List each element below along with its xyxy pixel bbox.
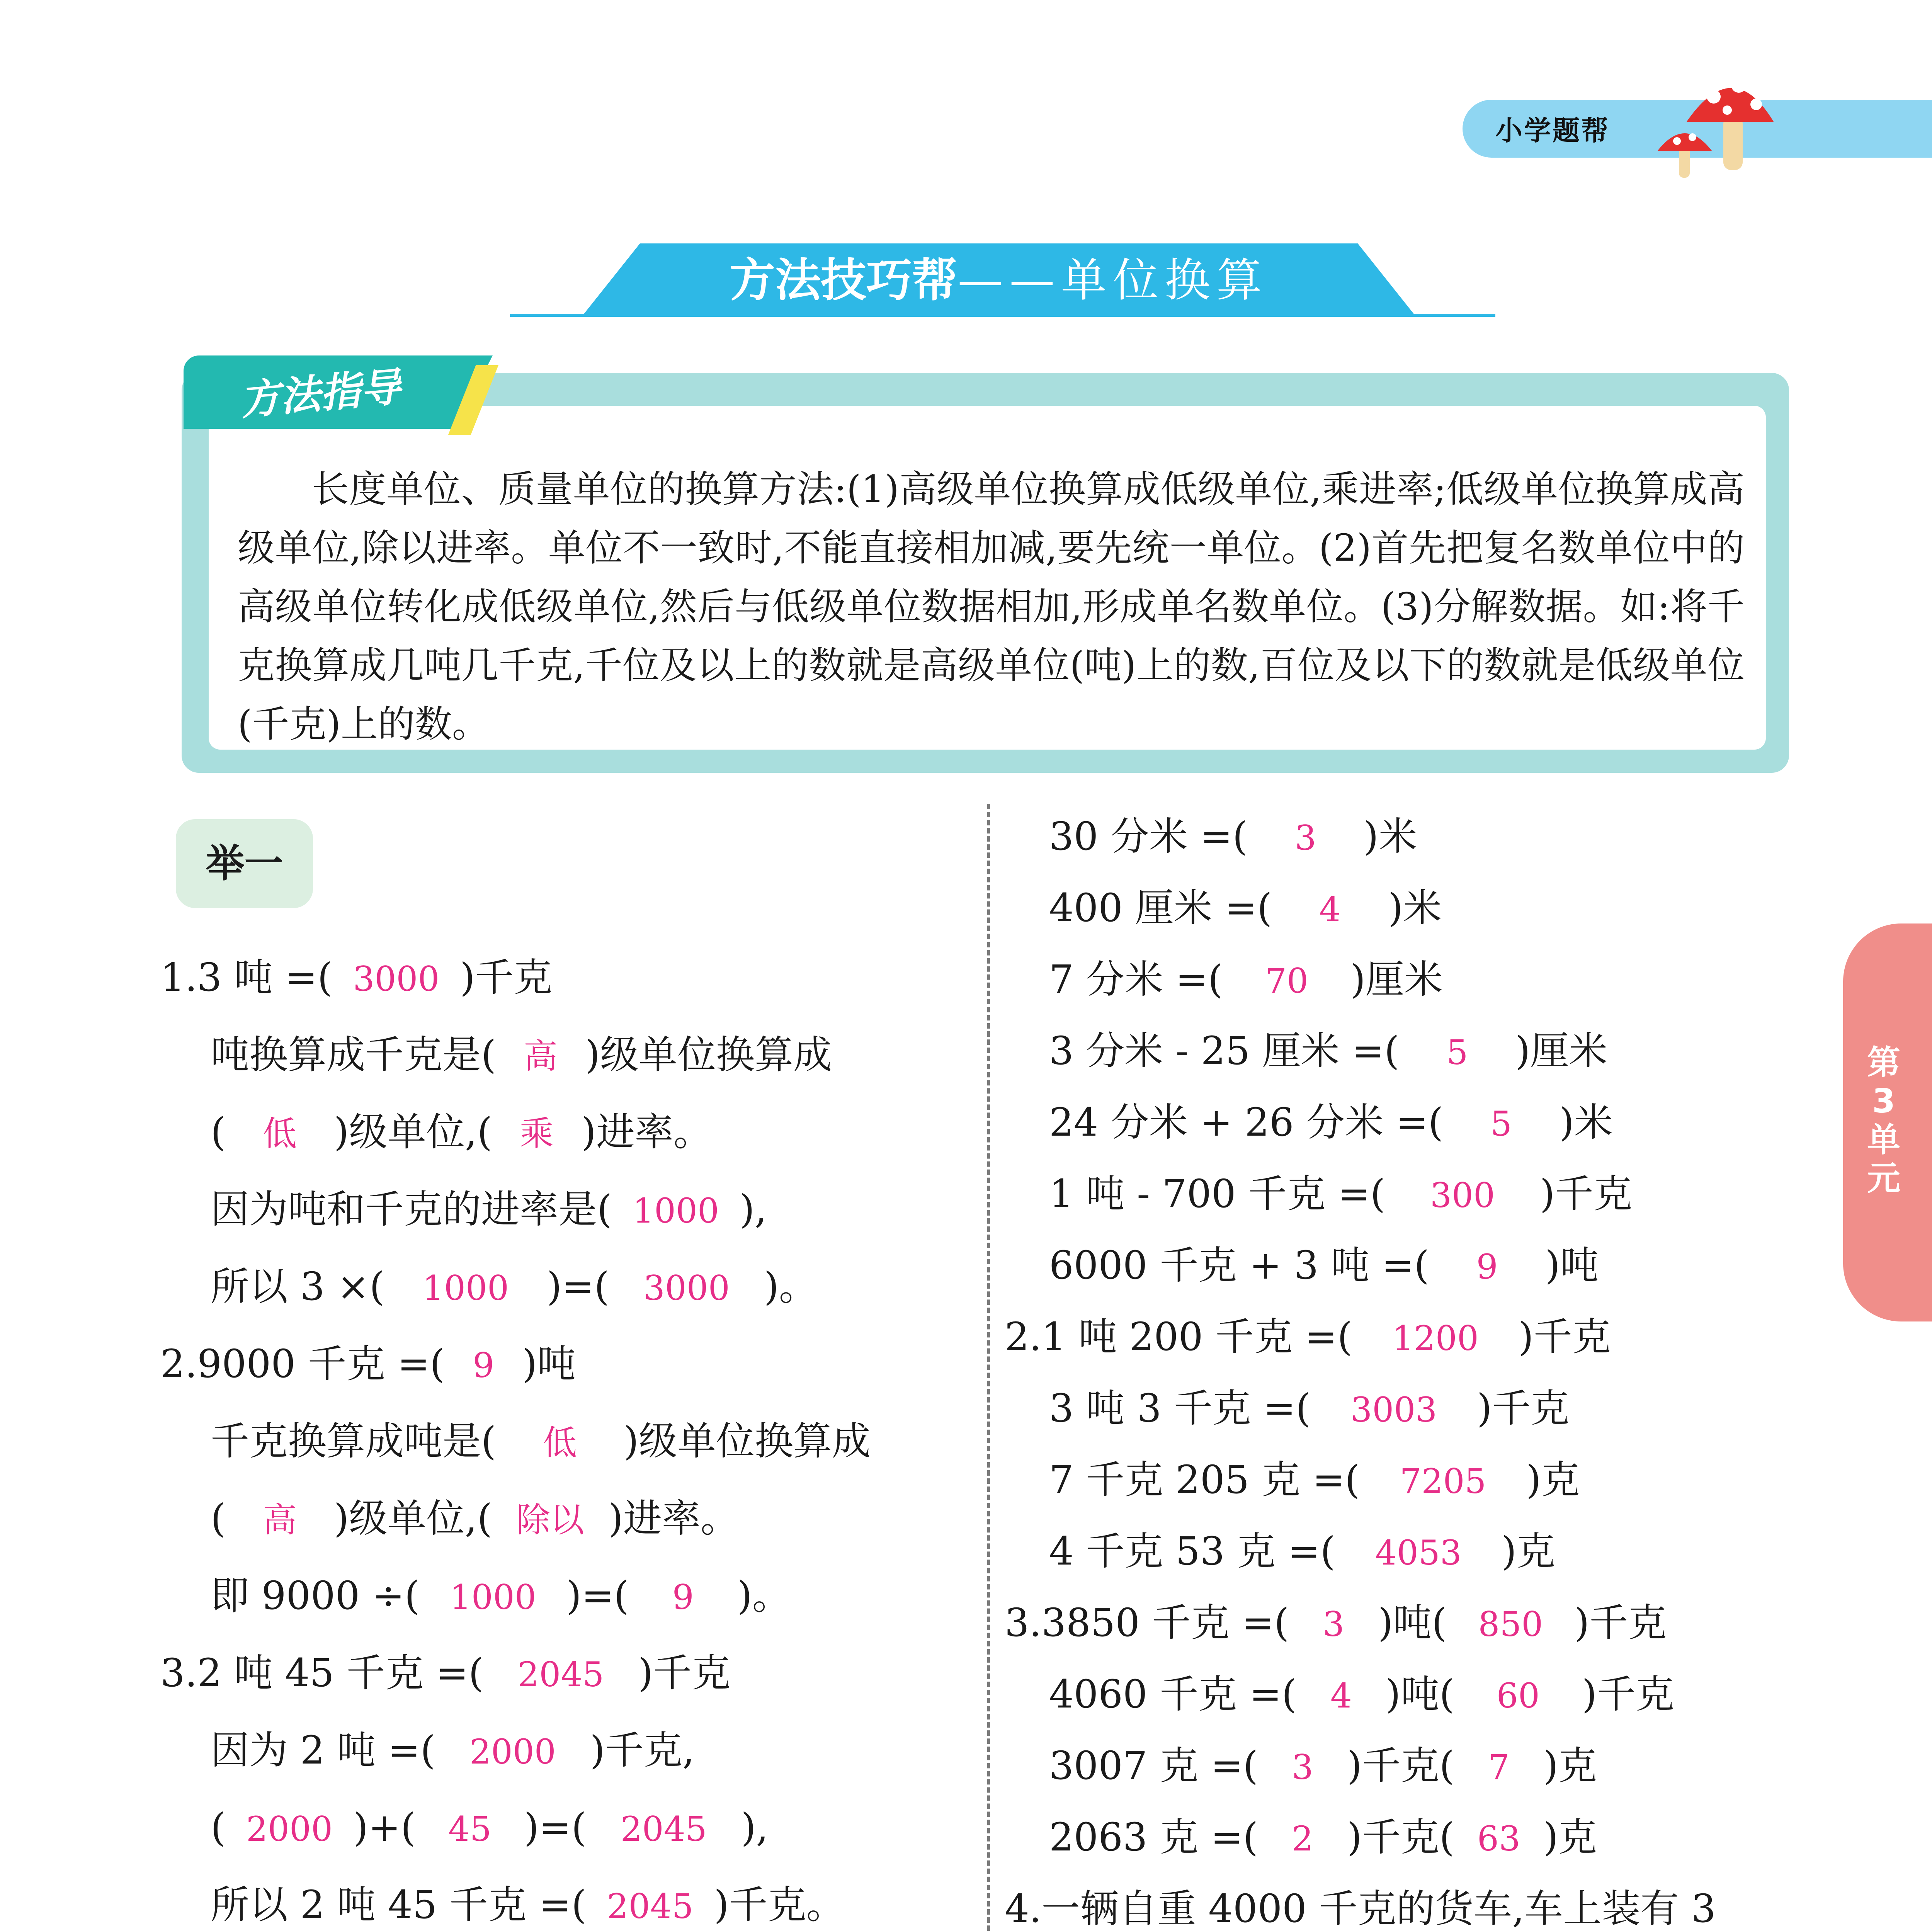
problem-3-line: ( 2000 )+( 45 )=( 2045 ),: [211, 1797, 768, 1860]
answer: 9: [672, 1577, 694, 1617]
answer: 4: [1319, 889, 1341, 929]
practice-1-line: 30 分米 =( 3 )米: [1049, 806, 1417, 869]
answer: 乘: [519, 1114, 554, 1153]
answer: 1000: [633, 1191, 719, 1231]
title-rule: [510, 314, 1495, 317]
practice-1-line: 24 分米 + 26 分米 =( 5 )米: [1049, 1092, 1613, 1155]
problem-1-line: 所以 3 ×( 1000 )=( 3000 )。: [211, 1256, 818, 1319]
practice-2-line: 4 千克 53 克 =( 4053 )克: [1049, 1520, 1555, 1584]
practice-4-line: 4.一辆自重 4000 千克的货车,车上装有 3: [1005, 1886, 1716, 1931]
answer: 2000: [469, 1732, 556, 1772]
answer: 3: [1294, 818, 1316, 858]
answer: 3000: [353, 959, 440, 999]
practice-1-line: 7 分米 =( 70 )厘米: [1049, 949, 1443, 1012]
problem-1-line: ( 低 )级单位,( 乘 )进率。: [211, 1101, 712, 1165]
answer: 9: [1476, 1247, 1498, 1287]
answer: 1000: [422, 1268, 509, 1308]
answer: 5: [1490, 1104, 1512, 1144]
practice-2-line: 7 千克 205 克 =( 7205 )克: [1049, 1449, 1580, 1512]
practice-1-line: 400 厘米 =( 4 )米: [1049, 877, 1442, 940]
answer: 4: [1330, 1676, 1352, 1716]
practice-1-line: 1 吨 - 700 千克 =( 300 )千克: [1049, 1163, 1632, 1226]
answer: 低: [263, 1114, 297, 1153]
answer: 1200: [1392, 1318, 1479, 1358]
answer: 5: [1446, 1032, 1468, 1072]
answer: 3: [1323, 1604, 1345, 1644]
unit-tab-label: 第3单元: [1867, 1043, 1900, 1198]
answer: 2: [1291, 1819, 1313, 1859]
answer: 7: [1488, 1747, 1510, 1787]
practice-3-line: 4060 千克 =( 4 )吨( 60 )千克: [1049, 1663, 1674, 1727]
answer: 3000: [643, 1268, 730, 1308]
answer: 高: [263, 1500, 297, 1540]
problem-2-line: 2.9000 千克 =( 9 )吨: [160, 1333, 576, 1396]
problem-1-line: 1.3 吨 =( 3000 )千克: [160, 947, 552, 1010]
problem-2-line: ( 高 )级单位,( 除以 )进率。: [211, 1488, 739, 1551]
problem-3-line: 3.2 吨 45 千克 =( 2045 )千克: [160, 1642, 730, 1706]
answer: 2045: [517, 1655, 604, 1694]
practice-1-line: 6000 千克 + 3 吨 =( 9 )吨: [1049, 1235, 1599, 1298]
problem-3-line: 因为 2 吨 =( 2000 )千克,: [211, 1719, 695, 1783]
practice-2-line: 3 吨 3 千克 =( 3003 )千克: [1049, 1378, 1569, 1441]
answer: 除以: [516, 1500, 584, 1540]
problem-3-line: 所以 2 吨 45 千克 =( 2045 )千克。: [211, 1874, 845, 1932]
brand-label: 小学题帮: [1495, 115, 1610, 146]
practice-3-line: 3.3850 千克 =( 3 )吨( 850 )千克: [1005, 1592, 1667, 1655]
answer: 高: [524, 1036, 558, 1076]
answer: 2000: [246, 1809, 333, 1849]
practice-1-line: 3 分米 - 25 厘米 =( 5 )厘米: [1049, 1020, 1607, 1083]
answer: 4053: [1375, 1533, 1462, 1573]
page-title: 方法技巧帮——单位换算: [729, 253, 1269, 307]
practice-3-line: 2063 克 =( 2 )千克( 63 )克: [1049, 1806, 1597, 1870]
method-text: 长度单位、质量单位的换算方法:(1)高级单位换算成低级单位,乘进率;低级单位换算成高级单位,除以进率。单位不一致时,不能直接相加减,要先统一单位。(2)首先把复名数单位中的高级单位转化成低级单位,然后与低级单位数据相加,形成单名数单位。(3)分解数据。如:将千克换算成几吨几千克,千位及以上的数就是高级单位(吨)上的数,百位及以下的数就是低级单位(千克)上的数。: [238, 468, 1745, 746]
practice-3-line: 3007 克 =( 3 )千克( 7 )克: [1049, 1735, 1597, 1798]
column-divider: [987, 804, 990, 1932]
answer: 7205: [1400, 1461, 1486, 1501]
answer: 2045: [607, 1886, 694, 1926]
answer: 1000: [449, 1577, 536, 1617]
practice-2-line: 2.1 吨 200 千克 =( 1200 )千克: [1005, 1306, 1611, 1369]
answer: 9: [473, 1345, 495, 1385]
answer: 3003: [1350, 1390, 1437, 1430]
answer: 850: [1478, 1604, 1543, 1644]
answer: 300: [1430, 1175, 1495, 1215]
problem-2-line: 即 9000 ÷( 1000 )=( 9 )。: [211, 1565, 791, 1628]
answer: 60: [1496, 1676, 1540, 1716]
answer: 70: [1265, 961, 1308, 1001]
method-badge-label: 方法指导: [238, 363, 403, 424]
problem-2-line: 千克换算成吨是( 低 )级单位换算成: [211, 1410, 871, 1474]
answer: 低: [543, 1423, 577, 1463]
mushroom-icon: [1650, 58, 1777, 185]
problem-1-line: 吨换算成千克是( 高 )级单位换算成: [211, 1024, 832, 1087]
answer: 3: [1291, 1747, 1313, 1787]
section-tag-juyi: 举一: [176, 819, 313, 908]
answer: 45: [448, 1809, 492, 1849]
answer: 63: [1477, 1819, 1520, 1859]
answer: 2045: [620, 1809, 707, 1849]
problem-1-line: 因为吨和千克的进率是( 1000 ),: [211, 1179, 767, 1242]
